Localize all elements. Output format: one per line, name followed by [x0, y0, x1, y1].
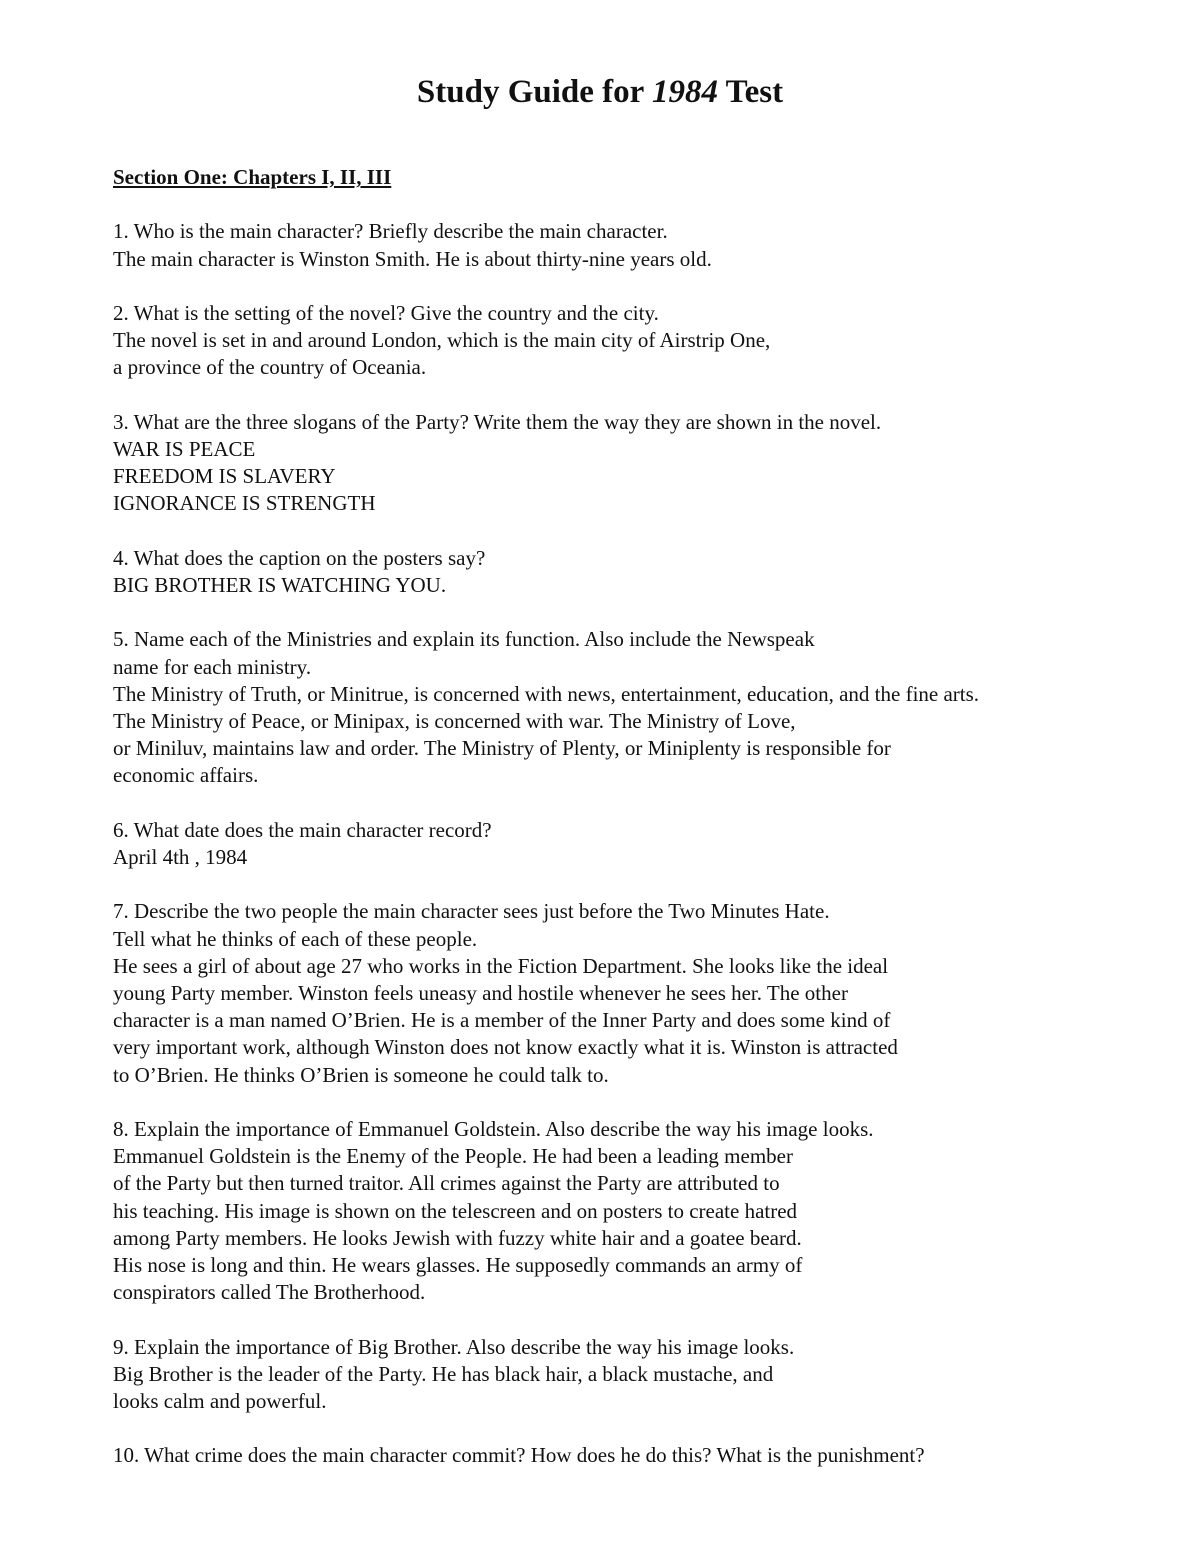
answer-line: BIG BROTHER IS WATCHING YOU.: [113, 572, 447, 597]
answer-line: His nose is long and thin. He wears glasses. He supposedly commands an army of: [113, 1253, 803, 1277]
spacer: [113, 382, 1173, 409]
question-text: 9. Explain the importance of Big Brother. Also describe the way his image looks.: [113, 1334, 795, 1359]
answer-line: He sees a girl of about age 27 who works in the Fiction Department. She looks like the ideal: [113, 953, 889, 978]
spacer: [113, 1415, 1173, 1442]
answer-line: very important work, although Winston does not know exactly what it is. Winston is attracted: [113, 1035, 898, 1060]
question-block-10: [113, 1442, 1173, 1469]
spacer: [113, 871, 1173, 898]
answer-line: of the Party but then turned traitor. All crimes against the Party are attributed to: [113, 1171, 780, 1196]
question-text: 6. What date does the main character record?: [113, 817, 492, 842]
answer-line: a province of the country of Oceania.: [113, 355, 427, 380]
question-list: [113, 191, 1173, 1469]
answer-line: character is a man named O’Brien. He is a member of the Inner Party and does some kind of: [113, 1008, 891, 1033]
spacer: [113, 518, 1173, 545]
question-text: 3. What are the three slogans of the Party? Write them the way they are shown in the novel.: [113, 409, 882, 434]
question-block-5: [113, 626, 1173, 789]
spacer: [113, 599, 1173, 626]
question-text: 10. What crime does the main character commit? How does he do this? What is the punishment?: [113, 1443, 925, 1468]
spacer: [113, 1306, 1173, 1333]
question-block-8: [113, 1116, 1173, 1306]
question-block-1: [113, 218, 1173, 272]
document-body: [113, 164, 1173, 1470]
question-block-3: [113, 409, 1173, 518]
title-prefix: Study Guide for: [416, 74, 652, 110]
answer-line: to O’Brien. He thinks O’Brien is someone he could talk to.: [113, 1062, 609, 1087]
question-text: 2. What is the setting of the novel? Give the country and the city.: [113, 300, 659, 325]
question-text: 8. Explain the importance of Emmanuel Goldstein. Also describe the way his image looks.: [113, 1116, 874, 1141]
page-title: [0, 70, 1200, 114]
question-text: 4. What does the caption on the posters say?: [113, 545, 486, 570]
answer-line: economic affairs.: [113, 763, 259, 788]
question-block-9: [113, 1334, 1173, 1416]
question-block-6: [113, 817, 1173, 871]
answer-line: Tell what he thinks of each of these people.: [113, 926, 478, 951]
answer-line: The main character is Winston Smith. He is about thirty-nine years old.: [113, 246, 712, 271]
answer-line: The Ministry of Truth, or Minitrue, is concerned with news, entertainment, education, and the fine arts.: [113, 681, 980, 706]
answer-line: looks calm and powerful.: [113, 1389, 327, 1413]
answer-line: among Party members. He looks Jewish with fuzzy white hair and a goatee beard.: [113, 1225, 802, 1250]
answer-line: The Ministry of Peace, or Minipax, is concerned with war. The Ministry of Love,: [113, 708, 796, 733]
answer-line: conspirators called The Brotherhood.: [113, 1280, 426, 1305]
spacer: [113, 191, 1173, 218]
spacer: [113, 273, 1173, 300]
section-heading: Section One: Chapters I, II, III: [113, 165, 392, 189]
question-text: 7. Describe the two people the main character sees just before the Two Minutes Hate.: [113, 899, 830, 924]
question-block-4: [113, 545, 1173, 599]
answer-line: young Party member. Winston feels uneasy and hostile whenever he sees her. The other: [113, 980, 848, 1005]
answer-line: name for each ministry.: [113, 654, 312, 679]
question-block-2: [113, 300, 1173, 382]
answer-line: his teaching. His image is shown on the telescreen and on posters to create hatred: [113, 1198, 798, 1223]
question-block-7: [113, 898, 1173, 1088]
spacer: [113, 1089, 1173, 1116]
answer-line: The novel is set in and around London, which is the main city of Airstrip One,: [113, 328, 771, 353]
answer-line: April 4th , 1984: [113, 844, 248, 869]
answer-line: IGNORANCE IS STRENGTH: [113, 491, 376, 516]
answer-line: or Miniluv, maintains law and order. The Ministry of Plenty, or Miniplenty is responsible for: [113, 736, 891, 761]
answer-line: WAR IS PEACE: [113, 436, 256, 461]
title-suffix: Test: [717, 74, 784, 110]
answer-line: Emmanuel Goldstein is the Enemy of the People. He had been a leading member: [113, 1144, 793, 1169]
title-book: 1984: [651, 74, 718, 110]
question-text: 1. Who is the main character? Briefly describe the main character.: [113, 219, 668, 244]
spacer: [113, 790, 1173, 817]
answer-line: Big Brother is the leader of the Party. He has black hair, a black mustache, and: [113, 1361, 774, 1386]
question-text: 5. Name each of the Ministries and explain its function. Also include the Newspeak: [113, 627, 815, 652]
answer-line: FREEDOM IS SLAVERY: [113, 464, 336, 489]
